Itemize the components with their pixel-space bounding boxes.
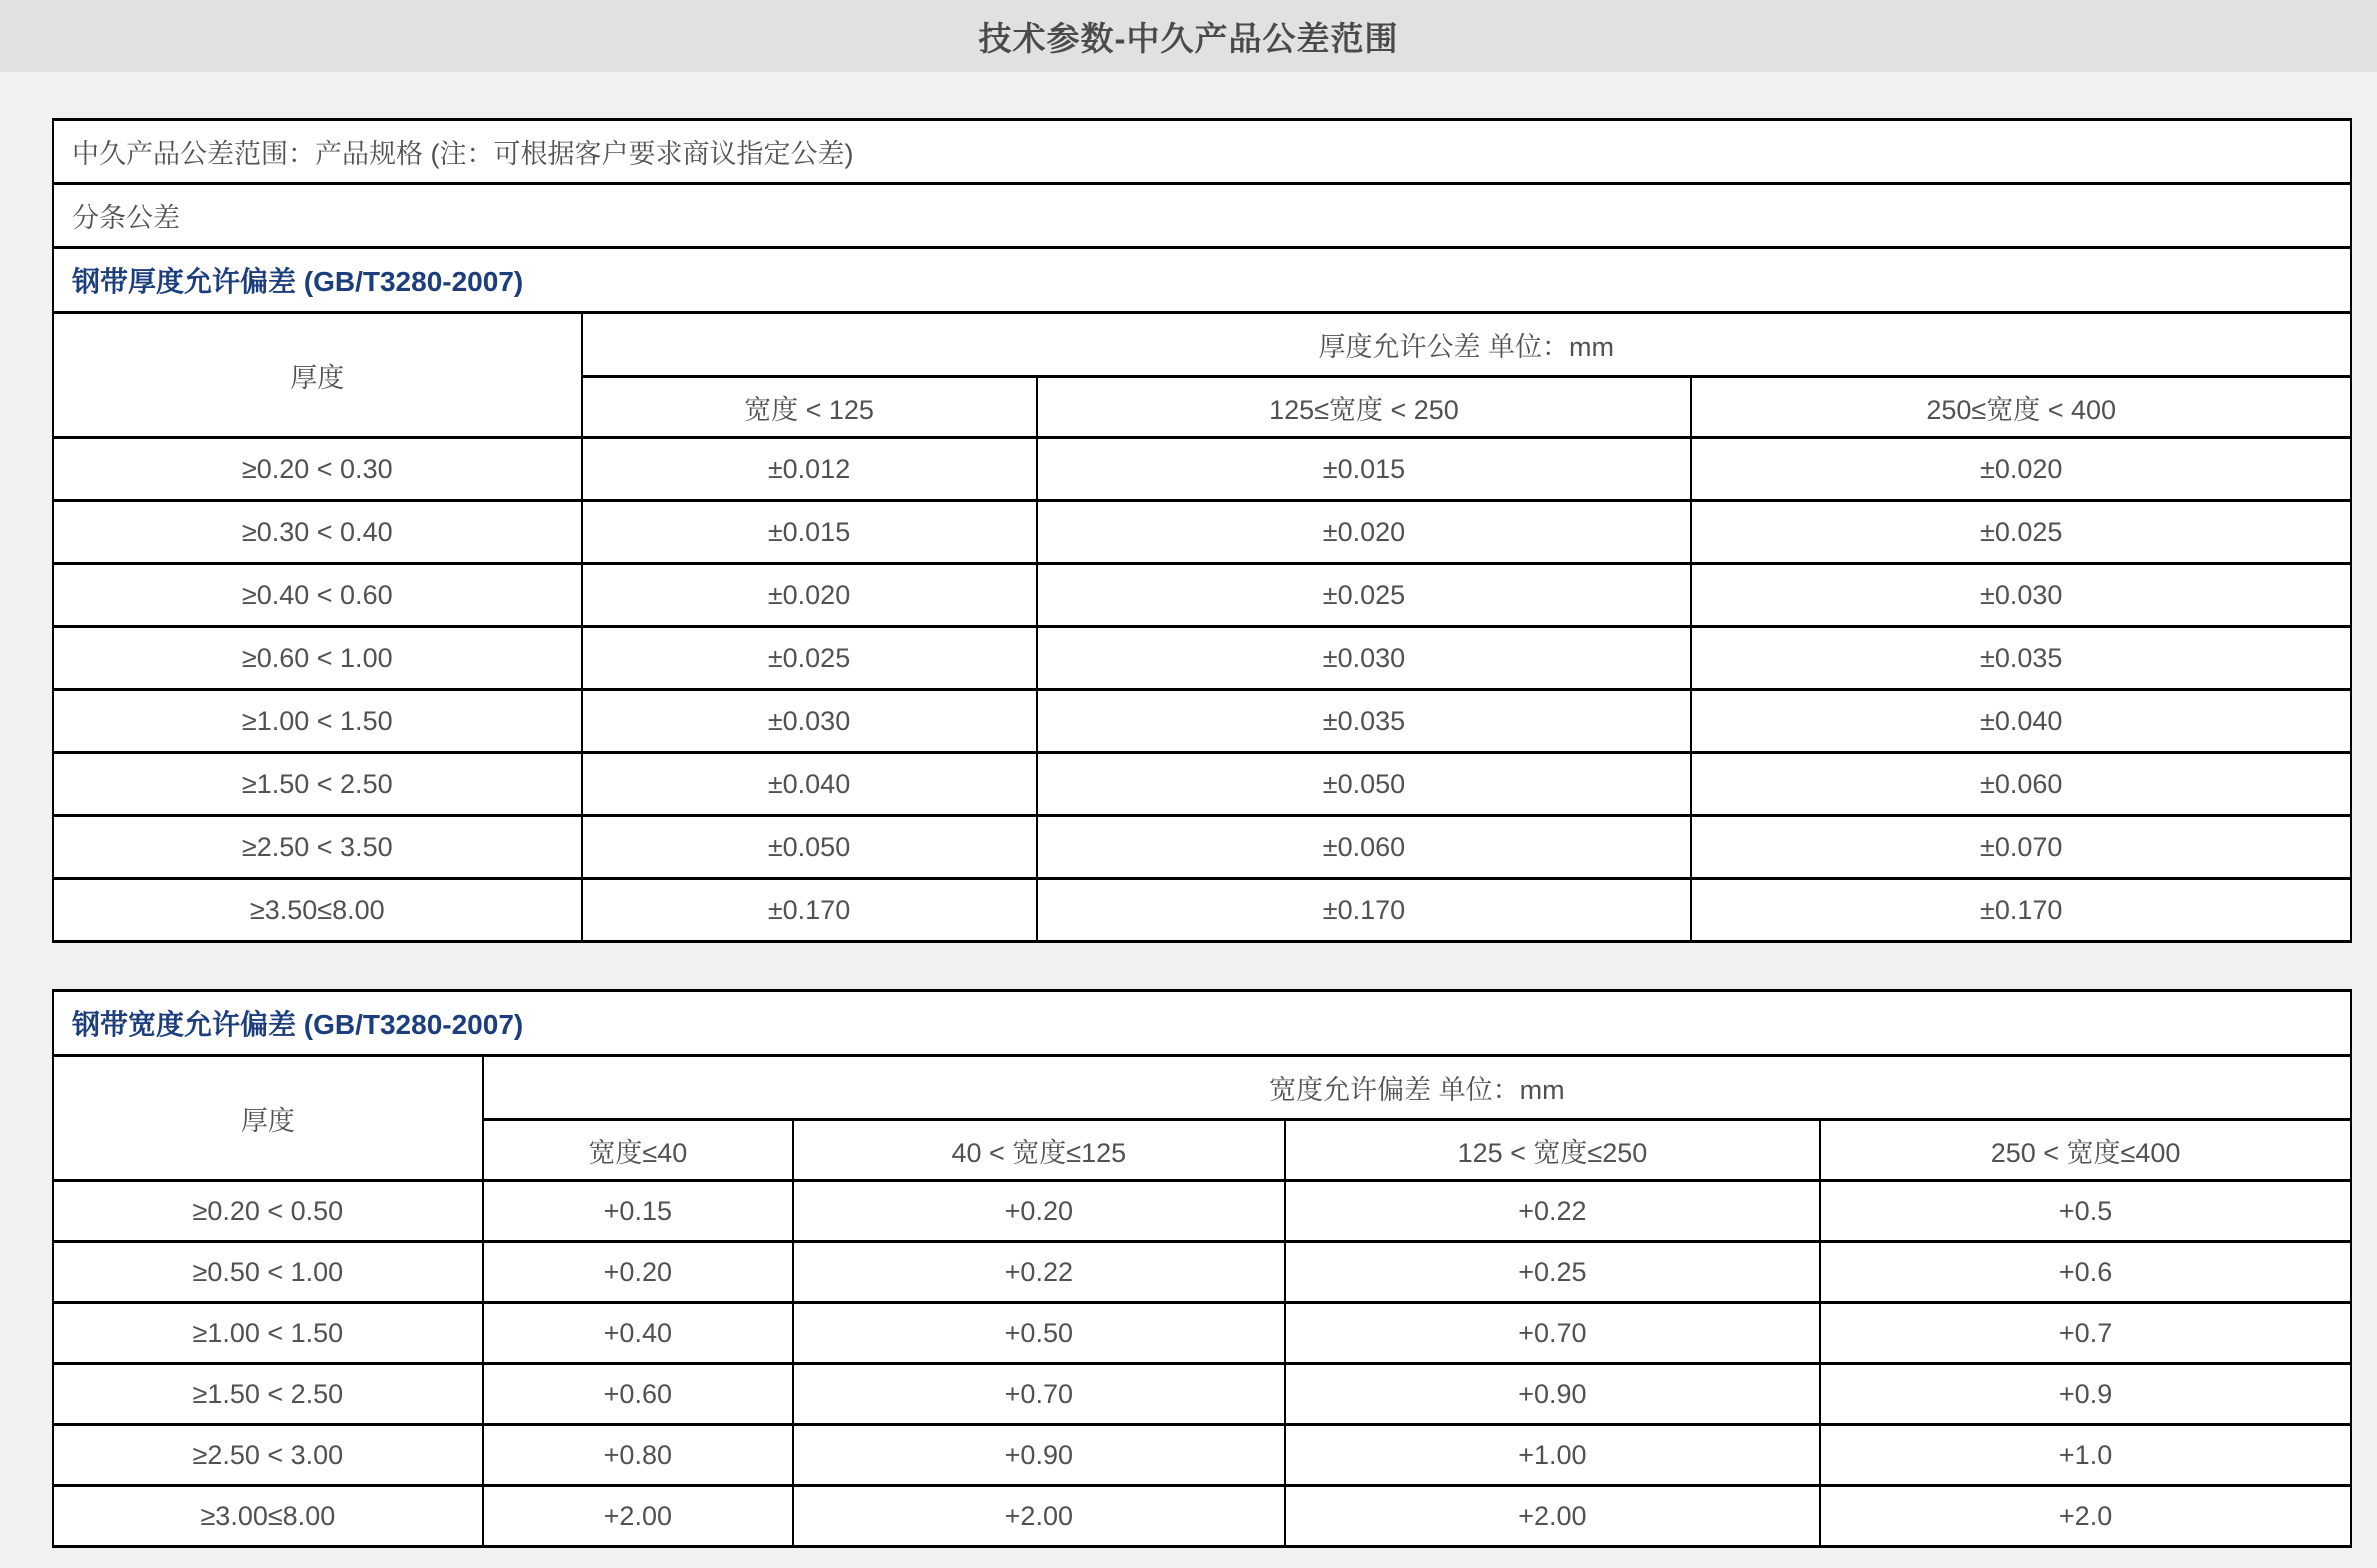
tolerance-value-cell: +0.6	[1820, 1242, 2351, 1303]
tolerance-value-cell: ±0.170	[1691, 879, 2351, 942]
tolerance-value-cell: ±0.035	[1037, 690, 1692, 753]
tolerance-value-cell: +0.22	[793, 1242, 1285, 1303]
width-range-header: 40 < 宽度≤125	[793, 1120, 1285, 1181]
content-area	[0, 72, 2377, 1548]
tolerance-value-cell: +0.22	[1285, 1181, 1820, 1242]
table-row	[53, 1242, 2351, 1303]
table-row	[53, 1303, 2351, 1364]
tolerance-value-cell: ±0.060	[1037, 816, 1692, 879]
width-section-title: 钢带宽度允许偏差 (GB/T3280-2007)	[53, 991, 2351, 1056]
tolerance-value-cell: ±0.012	[582, 438, 1037, 501]
tolerance-value-cell: +2.00	[483, 1486, 793, 1547]
thickness-range-cell: ≥0.60 < 1.00	[53, 627, 582, 690]
tolerance-value-cell: +0.5	[1820, 1181, 2351, 1242]
thickness-column-header: 厚度	[53, 313, 582, 438]
slitting-tolerance-cell: 分条公差	[53, 184, 2351, 248]
tolerance-value-cell: +0.50	[793, 1303, 1285, 1364]
tolerance-value-cell: ±0.070	[1691, 816, 2351, 879]
tolerance-value-cell: ±0.025	[582, 627, 1037, 690]
tolerance-value-cell: +2.00	[1285, 1486, 1820, 1547]
tolerance-value-cell: +1.00	[1285, 1425, 1820, 1486]
thickness-range-cell: ≥2.50 < 3.50	[53, 816, 582, 879]
product-spec-note-cell: 中久产品公差范围：产品规格 (注：可根据客户要求商议指定公差)	[53, 120, 2351, 184]
tolerance-value-cell: ±0.050	[1037, 753, 1692, 816]
thickness-range-cell: ≥3.00≤8.00	[53, 1486, 483, 1547]
thickness-range-cell: ≥0.20 < 0.30	[53, 438, 582, 501]
tolerance-value-cell: +0.15	[483, 1181, 793, 1242]
thickness-range-cell: ≥2.50 < 3.00	[53, 1425, 483, 1486]
table-row	[53, 627, 2351, 690]
table-row	[53, 501, 2351, 564]
tolerance-value-cell: +0.20	[793, 1181, 1285, 1242]
tolerance-value-cell: +0.60	[483, 1364, 793, 1425]
table-row	[53, 753, 2351, 816]
thickness-column-header: 厚度	[53, 1056, 483, 1181]
width-unit-header: 宽度允许偏差 单位：mm	[483, 1056, 2351, 1120]
page-header	[0, 0, 2377, 72]
tolerance-value-cell: +0.70	[793, 1364, 1285, 1425]
tolerance-value-cell: ±0.025	[1037, 564, 1692, 627]
tolerance-value-cell: ±0.015	[582, 501, 1037, 564]
tolerance-value-cell: ±0.020	[1691, 438, 2351, 501]
table-row	[53, 690, 2351, 753]
width-range-header: 125 < 宽度≤250	[1285, 1120, 1820, 1181]
thickness-range-cell: ≥0.40 < 0.60	[53, 564, 582, 627]
tolerance-value-cell: ±0.020	[582, 564, 1037, 627]
tolerance-value-cell: +0.90	[793, 1425, 1285, 1486]
tolerance-value-cell: ±0.020	[1037, 501, 1692, 564]
tolerance-value-cell: +0.9	[1820, 1364, 2351, 1425]
thickness-section-title: 钢带厚度允许偏差 (GB/T3280-2007)	[53, 248, 2351, 313]
width-tolerance-table	[52, 989, 2352, 1548]
width-range-header: 宽度≤40	[483, 1120, 793, 1181]
table-row	[53, 1181, 2351, 1242]
thickness-unit-header: 厚度允许公差 单位：mm	[582, 313, 2351, 377]
tolerance-value-cell: +0.25	[1285, 1242, 1820, 1303]
tolerance-value-cell: +2.0	[1820, 1486, 2351, 1547]
table-row	[53, 564, 2351, 627]
tolerance-value-cell: ±0.060	[1691, 753, 2351, 816]
tolerance-value-cell: ±0.040	[582, 753, 1037, 816]
tolerance-value-cell: +0.90	[1285, 1364, 1820, 1425]
thickness-range-cell: ≥1.00 < 1.50	[53, 1303, 483, 1364]
thickness-range-cell: ≥1.50 < 2.50	[53, 753, 582, 816]
tolerance-value-cell: +0.7	[1820, 1303, 2351, 1364]
width-range-header: 250 < 宽度≤400	[1820, 1120, 2351, 1181]
thickness-range-cell: ≥1.50 < 2.50	[53, 1364, 483, 1425]
table-row	[53, 1425, 2351, 1486]
table-row	[53, 816, 2351, 879]
thickness-tolerance-table	[52, 118, 2352, 943]
width-range-header: 宽度 < 125	[582, 377, 1037, 438]
table-row	[53, 879, 2351, 942]
tolerance-value-cell: ±0.050	[582, 816, 1037, 879]
tolerance-value-cell: +0.80	[483, 1425, 793, 1486]
tolerance-value-cell: ±0.015	[1037, 438, 1692, 501]
tolerance-value-cell: +1.0	[1820, 1425, 2351, 1486]
thickness-range-cell: ≥1.00 < 1.50	[53, 690, 582, 753]
table-row	[53, 438, 2351, 501]
page-title: 技术参数-中久产品公差范围	[978, 19, 1399, 57]
width-range-header: 250≤宽度 < 400	[1691, 377, 2351, 438]
tolerance-value-cell: ±0.170	[582, 879, 1037, 942]
tolerance-value-cell: ±0.025	[1691, 501, 2351, 564]
tolerance-value-cell: ±0.170	[1037, 879, 1692, 942]
tolerance-value-cell: ±0.030	[582, 690, 1037, 753]
tolerance-value-cell: +0.70	[1285, 1303, 1820, 1364]
tolerance-value-cell: ±0.030	[1037, 627, 1692, 690]
thickness-range-cell: ≥3.50≤8.00	[53, 879, 582, 942]
thickness-range-cell: ≥0.50 < 1.00	[53, 1242, 483, 1303]
thickness-range-cell: ≥0.30 < 0.40	[53, 501, 582, 564]
table-row	[53, 1364, 2351, 1425]
width-range-header: 125≤宽度 < 250	[1037, 377, 1692, 438]
tolerance-value-cell: +2.00	[793, 1486, 1285, 1547]
tolerance-value-cell: ±0.035	[1691, 627, 2351, 690]
thickness-range-cell: ≥0.20 < 0.50	[53, 1181, 483, 1242]
tolerance-value-cell: ±0.040	[1691, 690, 2351, 753]
tolerance-value-cell: +0.20	[483, 1242, 793, 1303]
tolerance-value-cell: +0.40	[483, 1303, 793, 1364]
tolerance-value-cell: ±0.030	[1691, 564, 2351, 627]
table-row	[53, 1486, 2351, 1547]
